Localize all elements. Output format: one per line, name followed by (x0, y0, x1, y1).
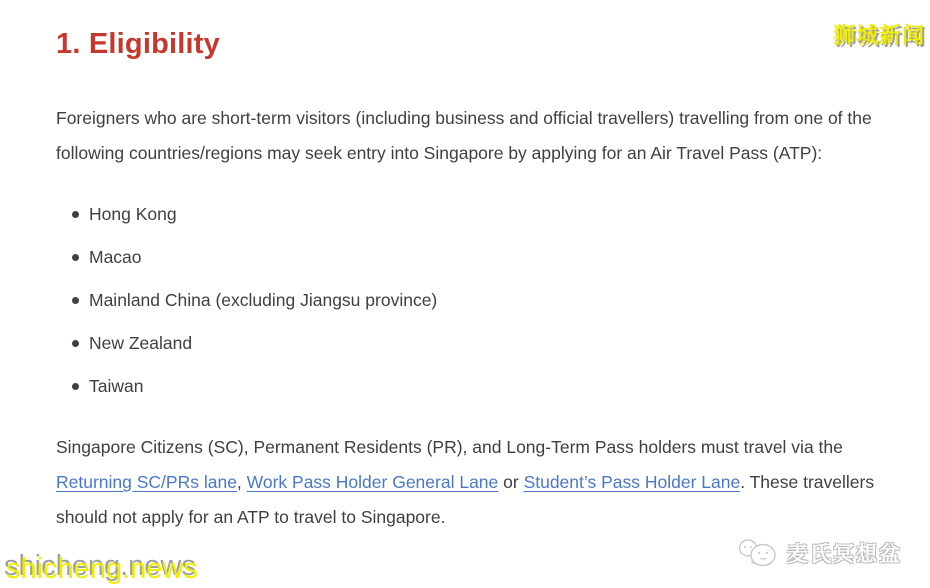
inline-link[interactable]: Work Pass Holder General Lane (246, 472, 499, 492)
country-list-item (72, 279, 902, 322)
country-label: New Zealand (89, 333, 193, 353)
inline-link[interactable]: Returning SC/PRs lane (56, 472, 237, 492)
inline-link[interactable]: Student’s Pass Holder Lane (523, 472, 741, 492)
country-label: Hong Kong (89, 204, 177, 224)
bullet-icon (72, 340, 79, 347)
country-list (56, 193, 902, 408)
watermark-bottom-right-label: 麦氏冥想盆 (787, 543, 902, 566)
country-list-item (72, 236, 902, 279)
outro-text: or (498, 472, 524, 492)
article-content (56, 0, 902, 535)
doodle-bubbles-icon (737, 538, 779, 568)
country-list-item (72, 193, 902, 236)
country-list-item (72, 365, 902, 408)
outro-paragraph (56, 430, 902, 535)
bullet-icon (72, 383, 79, 390)
bullet-icon (72, 297, 79, 304)
watermark-top-right: 狮城新闻 (832, 23, 925, 48)
country-list-item (72, 322, 902, 365)
outro-text: . These travellers should not apply for an ATP to travel to Singapore. (56, 472, 875, 527)
intro-paragraph: Foreigners who are short-term visitors (including business and official travellers) travelling from one of the following countries/regions may seek entry into Singapore by applying for an Air Travel Pass (ATP): (56, 108, 872, 163)
outro-text: , (236, 472, 247, 492)
watermark-bottom-right (737, 538, 902, 568)
country-label: Mainland China (excluding Jiangsu province) (89, 290, 438, 310)
country-label: Macao (89, 247, 142, 267)
country-label: Taiwan (89, 376, 144, 396)
watermark-bottom-left: shicheng.news (6, 553, 198, 585)
bullet-icon (72, 254, 79, 261)
outro-text: Singapore Citizens (SC), Permanent Residents (PR), and Long-Term Pass holders must travel via the (56, 437, 843, 457)
section-heading: 1. Eligibility (56, 28, 220, 60)
bullet-icon (72, 211, 79, 218)
